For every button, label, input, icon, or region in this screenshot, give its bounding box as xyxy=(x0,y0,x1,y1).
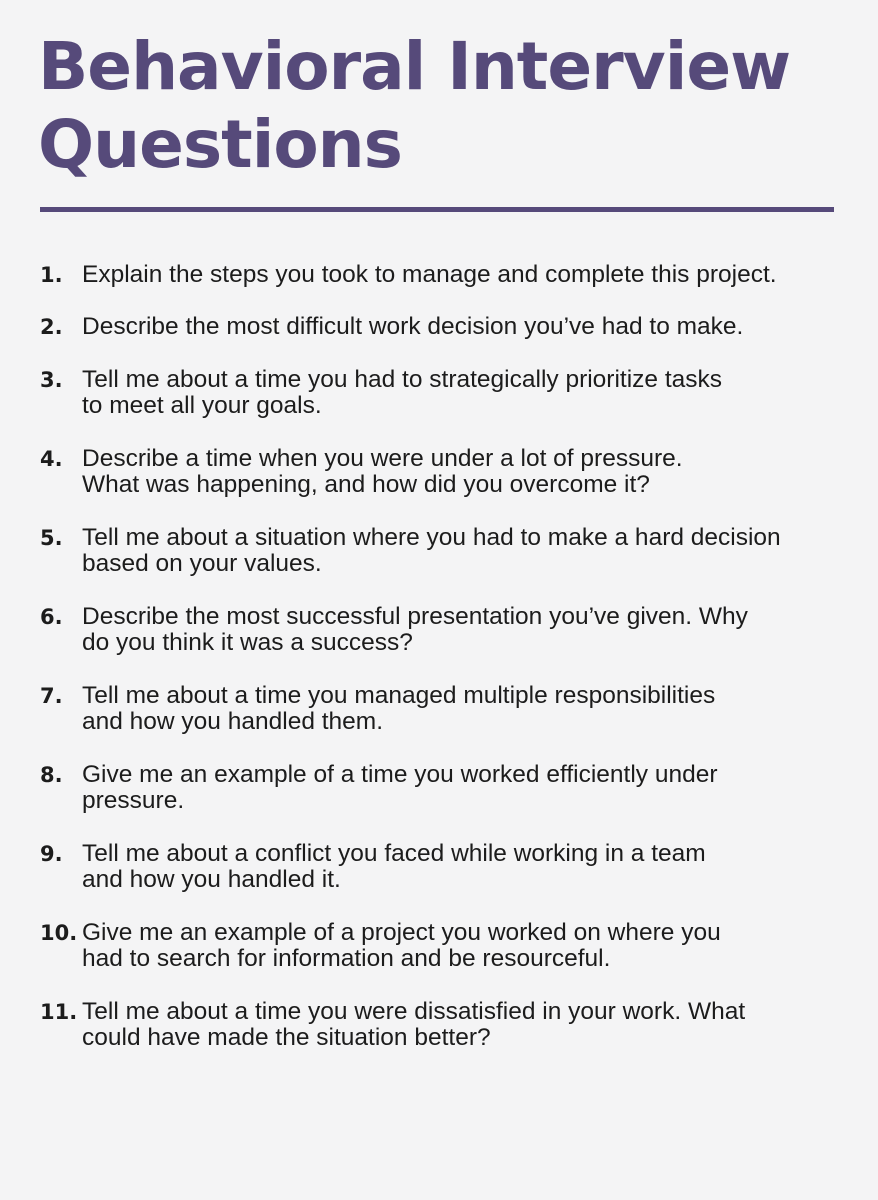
question-number: 11. xyxy=(40,1000,78,1024)
question-number: 6. xyxy=(40,605,63,629)
question-line: do you think it was a success? xyxy=(82,629,413,656)
question-line: Describe the most difficult work decision you’ve had to make. xyxy=(82,313,744,340)
question-line: Describe the most successful presentation you’ve given. Why xyxy=(82,603,748,630)
question-number: 5. xyxy=(40,526,63,550)
question-line: Tell me about a time you were dissatisfied in your work. What xyxy=(82,998,746,1025)
question-line: pressure. xyxy=(82,787,185,814)
question-line: Give me an example of a project you worked on where you xyxy=(82,919,721,946)
question-number: 3. xyxy=(40,368,63,392)
question-line: and how you handled it. xyxy=(82,866,341,893)
page-title-line-1: Behavioral Interview xyxy=(38,28,791,105)
question-text xyxy=(82,525,862,577)
question-line: Explain the steps you took to manage and complete this project. xyxy=(82,261,777,288)
title-divider xyxy=(40,207,834,212)
page-title xyxy=(38,28,838,184)
question-number: 1. xyxy=(40,263,63,287)
question-line: Give me an example of a time you worked efficiently under xyxy=(82,761,718,788)
question-line: Tell me about a time you had to strategically prioritize tasks xyxy=(82,366,723,393)
page-title-line-2: Questions xyxy=(38,106,402,183)
question-line: based on your values. xyxy=(82,550,322,577)
question-text xyxy=(82,314,862,340)
question-text xyxy=(82,762,862,814)
question-text xyxy=(82,841,862,893)
question-number: 2. xyxy=(40,315,63,339)
question-number: 4. xyxy=(40,447,63,471)
question-line: and how you handled them. xyxy=(82,708,384,735)
question-text xyxy=(82,446,862,498)
question-number: 10. xyxy=(40,921,78,945)
question-number: 9. xyxy=(40,842,63,866)
question-line: Tell me about a time you managed multiple responsibilities xyxy=(82,682,716,709)
question-number: 7. xyxy=(40,684,63,708)
question-number: 8. xyxy=(40,763,63,787)
question-text xyxy=(82,367,862,419)
question-text xyxy=(82,920,862,972)
question-text xyxy=(82,683,862,735)
question-line: had to search for information and be resourceful. xyxy=(82,945,611,972)
question-line: could have made the situation better? xyxy=(82,1024,491,1051)
question-text xyxy=(82,604,862,656)
question-line: to meet all your goals. xyxy=(82,392,322,419)
question-text xyxy=(82,262,862,288)
question-line: What was happening, and how did you overcome it? xyxy=(82,471,650,498)
question-line: Describe a time when you were under a lot of pressure. xyxy=(82,445,683,472)
question-text xyxy=(82,999,862,1051)
question-line: Tell me about a situation where you had to make a hard decision xyxy=(82,524,781,551)
question-line: Tell me about a conflict you faced while working in a team xyxy=(82,840,706,867)
